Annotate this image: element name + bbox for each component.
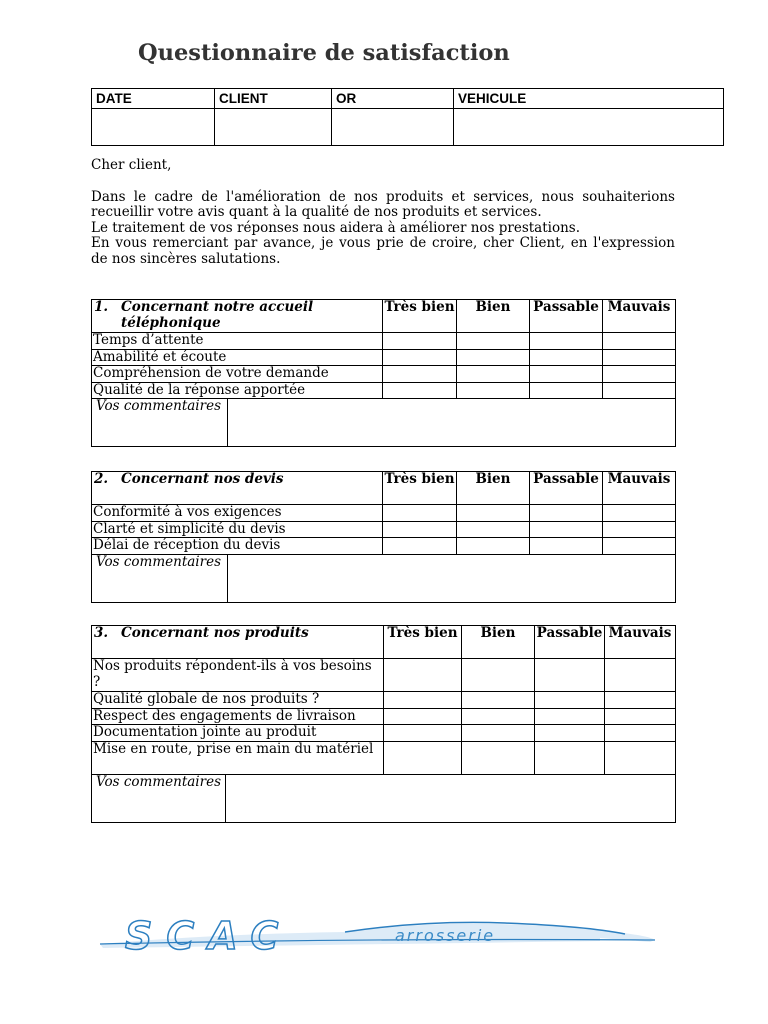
section-produits-table [91, 625, 676, 823]
answer-cell[interactable] [457, 538, 530, 555]
answer-cell[interactable] [462, 659, 535, 692]
answer-cell[interactable] [383, 521, 457, 538]
question-label: Mise en route, prise en main du matériel [92, 741, 384, 774]
section-heading [92, 300, 383, 333]
answer-cell[interactable] [383, 505, 457, 522]
question-label: Nos produits répondent-ils à vos besoins ? [92, 659, 384, 692]
section-accueil-table [91, 299, 676, 447]
question-label: Conformité à vos exigences [92, 505, 383, 522]
section-number: 2. [94, 471, 109, 487]
rating-tres-bien: Très bien [383, 300, 457, 333]
rating-bien: Bien [457, 300, 530, 333]
answer-cell[interactable] [462, 725, 535, 742]
section-title: Concernant nos devis [121, 471, 284, 487]
answer-cell[interactable] [457, 521, 530, 538]
answer-cell[interactable] [384, 725, 462, 742]
date-field[interactable] [92, 109, 215, 146]
info-table [91, 88, 724, 146]
section-number: 3. [94, 625, 109, 641]
answer-cell[interactable] [603, 366, 676, 383]
answer-cell[interactable] [530, 382, 603, 399]
rating-mauvais: Mauvais [605, 626, 676, 659]
answer-cell[interactable] [383, 349, 457, 366]
comment-label: Vos commentaires [92, 555, 228, 602]
comment-field[interactable] [228, 399, 675, 446]
answer-cell[interactable] [603, 505, 676, 522]
or-field[interactable] [332, 109, 454, 146]
answer-cell[interactable] [530, 366, 603, 383]
rating-passable: Passable [535, 626, 605, 659]
answer-cell[interactable] [603, 349, 676, 366]
answer-cell[interactable] [457, 349, 530, 366]
rating-tres-bien: Très bien [383, 472, 457, 505]
answer-cell[interactable] [535, 692, 605, 709]
answer-cell[interactable] [462, 692, 535, 709]
answer-cell[interactable] [535, 659, 605, 692]
comment-label: Vos commentaires [92, 399, 228, 446]
section-title: Concernant notre accueil téléphonique [121, 299, 314, 331]
client-header: CLIENT [215, 89, 332, 109]
answer-cell[interactable] [530, 538, 603, 555]
rating-bien: Bien [457, 472, 530, 505]
question-label: Documentation jointe au produit [92, 725, 384, 742]
rating-bien: Bien [462, 626, 535, 659]
intro-letter [91, 158, 675, 268]
letter-paragraph: Dans le cadre de l'amélioration de nos produits et services, nous souhaiterions recueillir votre avis quant à la qualité de nos produits et services. [91, 188, 675, 221]
vehicule-header: VEHICULE [454, 89, 724, 109]
rating-mauvais: Mauvais [603, 472, 676, 505]
answer-cell[interactable] [605, 708, 676, 725]
comment-label: Vos commentaires [92, 775, 226, 822]
answer-cell[interactable] [384, 741, 462, 774]
section-number: 1. [94, 299, 109, 315]
question-label: Compréhension de votre demande [92, 366, 383, 383]
answer-cell[interactable] [457, 333, 530, 350]
page-title: Questionnaire de satisfaction [138, 40, 510, 66]
comment-row [92, 774, 676, 822]
question-label: Clarté et simplicité du devis [92, 521, 383, 538]
answer-cell[interactable] [605, 659, 676, 692]
comment-row [92, 399, 676, 447]
answer-cell[interactable] [384, 708, 462, 725]
answer-cell[interactable] [457, 366, 530, 383]
logo-subtitle: arrosserie [395, 926, 496, 945]
letter-paragraph: Le traitement de vos réponses nous aidera à améliorer nos prestations. [91, 219, 581, 236]
answer-cell[interactable] [603, 382, 676, 399]
section-heading [92, 472, 383, 505]
answer-cell[interactable] [605, 725, 676, 742]
section-devis-table [91, 471, 676, 603]
answer-cell[interactable] [462, 708, 535, 725]
answer-cell[interactable] [457, 505, 530, 522]
question-label: Respect des engagements de livraison [92, 708, 384, 725]
question-label: Temps d’attente [92, 333, 383, 350]
answer-cell[interactable] [383, 333, 457, 350]
answer-cell[interactable] [603, 521, 676, 538]
question-label: Délai de réception du devis [92, 538, 383, 555]
or-header: OR [332, 89, 454, 109]
answer-cell[interactable] [603, 333, 676, 350]
letter-paragraph: En vous remerciant par avance, je vous prie de croire, cher Client, en l'expression de nos sincères salutations. [91, 235, 675, 267]
question-label: Qualité de la réponse apportée [92, 382, 383, 399]
comment-row [92, 554, 676, 602]
answer-cell[interactable] [530, 505, 603, 522]
comment-field[interactable] [226, 775, 675, 822]
rating-tres-bien: Très bien [384, 626, 462, 659]
answer-cell[interactable] [605, 692, 676, 709]
answer-cell[interactable] [535, 708, 605, 725]
question-label: Qualité globale de nos produits ? [92, 692, 384, 709]
client-field[interactable] [215, 109, 332, 146]
logo-brand: SCAC [125, 914, 293, 958]
section-title: Concernant nos produits [121, 625, 309, 641]
rating-passable: Passable [530, 472, 603, 505]
answer-cell[interactable] [383, 366, 457, 383]
letter-greeting: Cher client, [91, 157, 172, 173]
answer-cell[interactable] [383, 382, 457, 399]
answer-cell[interactable] [530, 333, 603, 350]
answer-cell[interactable] [384, 659, 462, 692]
date-header: DATE [92, 89, 215, 109]
comment-field[interactable] [228, 555, 675, 602]
company-logo [95, 914, 660, 974]
question-label: Amabilité et écoute [92, 349, 383, 366]
answer-cell[interactable] [383, 538, 457, 555]
answer-cell[interactable] [462, 741, 535, 774]
answer-cell[interactable] [535, 725, 605, 742]
rating-mauvais: Mauvais [603, 300, 676, 333]
answer-cell[interactable] [535, 741, 605, 774]
answer-cell[interactable] [530, 521, 603, 538]
rating-passable: Passable [530, 300, 603, 333]
answer-cell[interactable] [384, 692, 462, 709]
answer-cell[interactable] [603, 538, 676, 555]
answer-cell[interactable] [530, 349, 603, 366]
answer-cell[interactable] [457, 382, 530, 399]
vehicule-field[interactable] [454, 109, 724, 146]
answer-cell[interactable] [605, 741, 676, 774]
section-heading [92, 626, 384, 659]
